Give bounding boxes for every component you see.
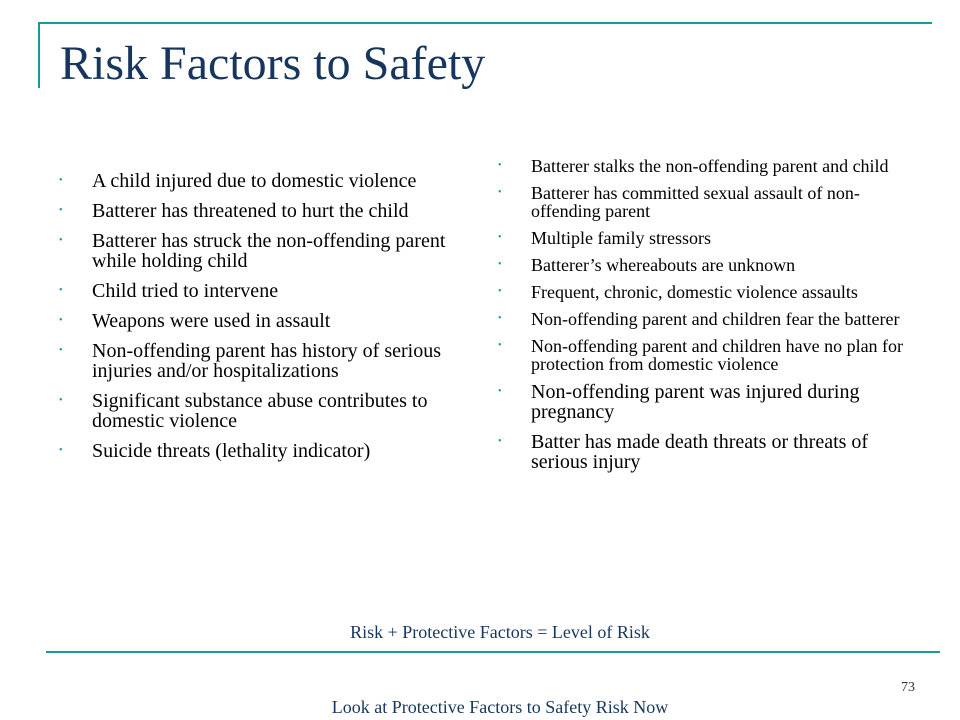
bullet-icon: • bbox=[498, 286, 502, 297]
left-bullet-list bbox=[59, 171, 459, 471]
bullet-icon: • bbox=[498, 232, 502, 243]
right-bullet-item bbox=[498, 184, 918, 220]
bullet-icon: • bbox=[59, 235, 63, 246]
bullet-icon: • bbox=[59, 175, 63, 186]
bullet-text: Batterer has committed sexual assault of non-offending parent bbox=[531, 183, 860, 221]
bullet-text: Batterer has threatened to hurt the child bbox=[92, 200, 409, 222]
bullet-text: Frequent, chronic, domestic violence assaults bbox=[531, 282, 858, 302]
bullet-icon: • bbox=[498, 187, 502, 198]
bullet-text: Batterer stalks the non-offending parent and child bbox=[531, 156, 889, 176]
right-bullet-item bbox=[498, 337, 918, 373]
right-bullet-item bbox=[498, 256, 918, 274]
bullet-icon: • bbox=[498, 386, 502, 397]
left-bullet-item bbox=[59, 341, 459, 381]
right-bullet-item bbox=[498, 229, 918, 247]
left-bullet-item bbox=[59, 441, 459, 461]
left-bullet-item bbox=[59, 281, 459, 301]
right-bullet-item bbox=[498, 283, 918, 301]
bullet-icon: • bbox=[498, 436, 502, 447]
bullet-text: Non-offending parent has history of serious injuries and/or hospitalizations bbox=[92, 340, 442, 382]
right-bullet-item bbox=[498, 157, 918, 175]
bullet-text: Suicide threats (lethality indicator) bbox=[92, 440, 371, 462]
slide-title: Risk Factors to Safety bbox=[60, 37, 486, 90]
bullet-icon: • bbox=[498, 340, 502, 351]
risk-formula-text: Risk + Protective Factors = Level of Risk bbox=[350, 622, 650, 642]
bullet-icon: • bbox=[59, 345, 63, 356]
bullet-text: Child tried to intervene bbox=[92, 280, 279, 302]
left-accent-line bbox=[38, 22, 40, 88]
bullet-text: Non-offending parent and children fear the batterer bbox=[531, 309, 900, 329]
right-bullet-item bbox=[498, 432, 918, 472]
bullet-icon: • bbox=[59, 315, 63, 326]
bullet-icon: • bbox=[59, 445, 63, 456]
protective-factors-link[interactable]: Look at Protective Factors to Safety Risk Now bbox=[331, 697, 669, 717]
bullet-text: A child injured due to domestic violence bbox=[92, 170, 417, 192]
page-number: 73 bbox=[901, 680, 915, 695]
right-bullet-list bbox=[498, 157, 918, 482]
bullet-icon: • bbox=[59, 395, 63, 406]
bullet-text: Weapons were used in assault bbox=[92, 310, 331, 332]
bullet-text: Batterer’s whereabouts are unknown bbox=[531, 255, 796, 275]
top-accent-line bbox=[40, 22, 932, 24]
left-bullet-item bbox=[59, 201, 459, 221]
bullet-icon: • bbox=[498, 313, 502, 324]
bullet-icon: • bbox=[59, 285, 63, 296]
bullet-text: Multiple family stressors bbox=[531, 228, 711, 248]
bullet-icon: • bbox=[59, 205, 63, 216]
left-bullet-item bbox=[59, 171, 459, 191]
bottom-divider-line bbox=[46, 651, 940, 653]
bullet-icon: • bbox=[498, 259, 502, 270]
right-bullet-item bbox=[498, 382, 918, 422]
bullet-text: Non-offending parent was injured during pregnancy bbox=[531, 381, 860, 423]
left-bullet-item bbox=[59, 311, 459, 331]
bullet-text: Batterer has struck the non-offending parent while holding child bbox=[92, 230, 446, 272]
left-bullet-item bbox=[59, 231, 459, 271]
bullet-text: Non-offending parent and children have no plan for protection from domestic violence bbox=[531, 336, 904, 374]
right-bullet-item bbox=[498, 310, 918, 328]
bullet-text: Batter has made death threats or threats of serious injury bbox=[531, 431, 869, 473]
bullet-icon: • bbox=[498, 160, 502, 171]
left-bullet-item bbox=[59, 391, 459, 431]
bullet-text: Significant substance abuse contributes to domestic violence bbox=[92, 390, 428, 432]
